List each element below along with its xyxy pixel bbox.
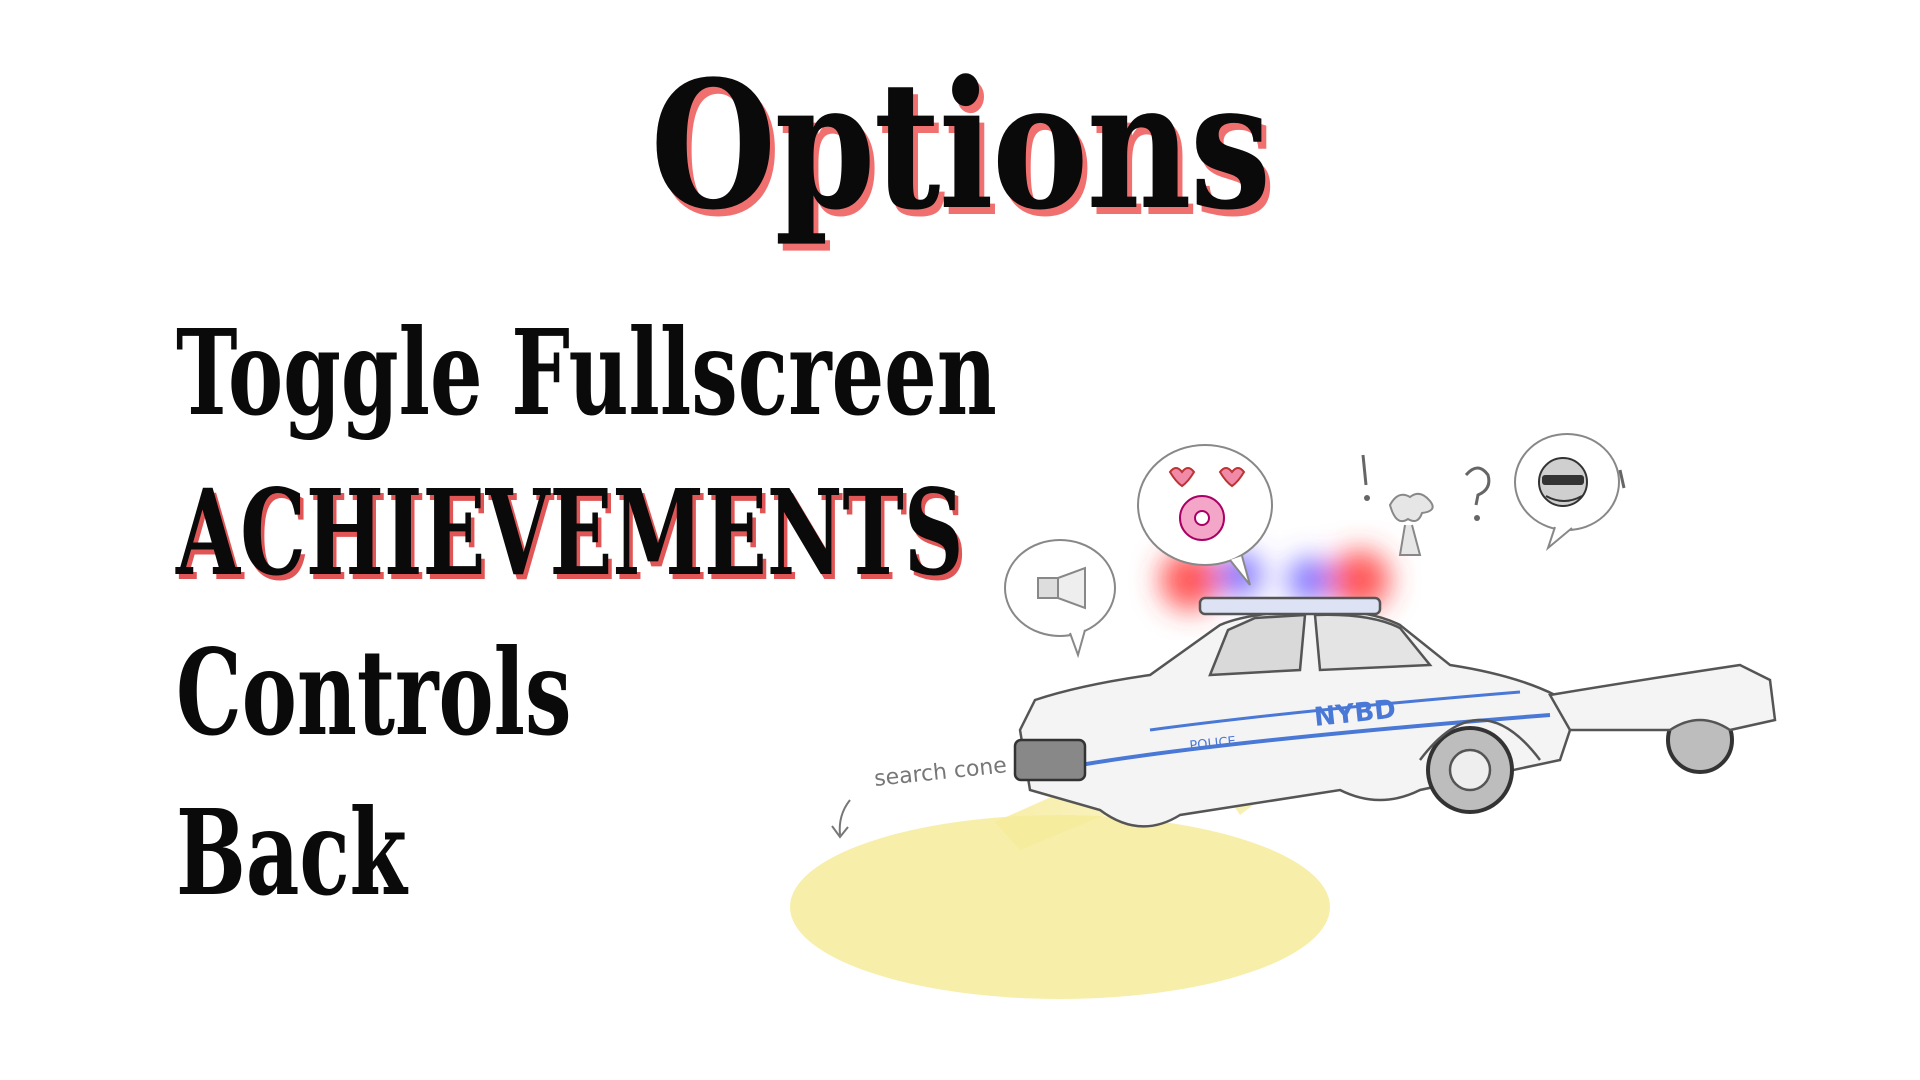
exclamation-icon <box>1363 455 1370 501</box>
burglar-bubble <box>1515 434 1624 548</box>
menu-item-controls[interactable]: Controls <box>176 623 572 762</box>
police-car-illustration <box>780 430 1820 1010</box>
burglar-icon <box>1539 458 1587 506</box>
menu-item-back[interactable]: Back <box>176 783 407 922</box>
page-title: Options <box>650 42 1270 249</box>
search-cone-label: search cone <box>873 753 1009 792</box>
steam-icon <box>1390 494 1433 555</box>
megaphone-bubble <box>1005 540 1115 655</box>
question-icon <box>1466 468 1489 521</box>
car-door-label: NYBD <box>1312 694 1398 733</box>
car-side-label: POLICE <box>1188 734 1237 754</box>
menu-item-achievements[interactable]: ACHIEVEMENTS <box>176 463 964 602</box>
menu-item-toggle-fullscreen[interactable]: Toggle Fullscreen <box>176 303 997 442</box>
